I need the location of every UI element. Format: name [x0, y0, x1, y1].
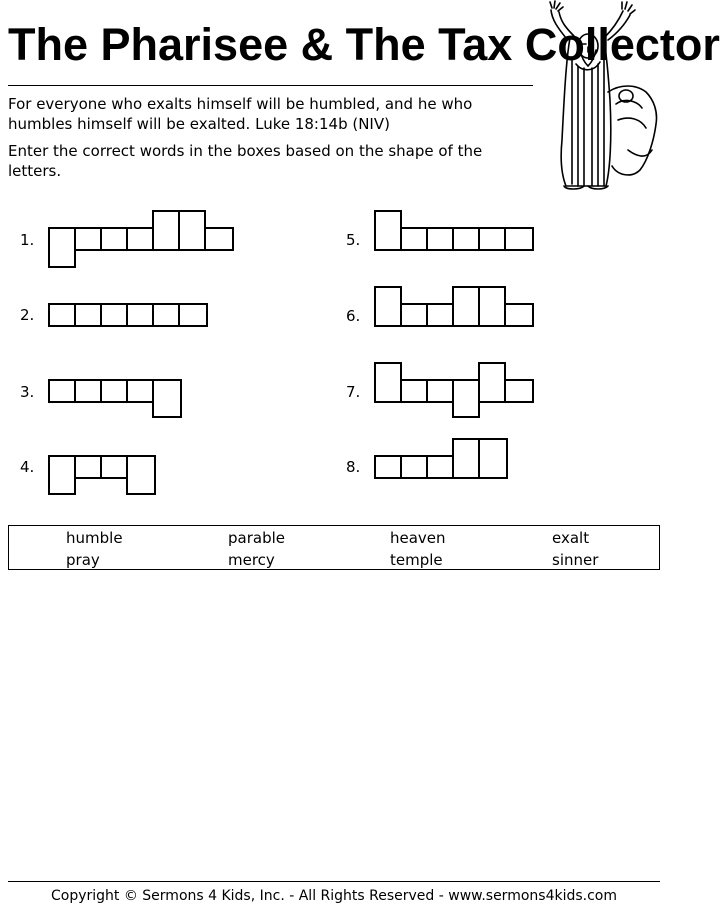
- copyright-footer: Copyright © Sermons 4 Kids, Inc. - All Rights Reserved - www.sermons4kids.com: [50, 888, 617, 904]
- letter-box[interactable]: [478, 286, 506, 327]
- letter-box[interactable]: [100, 227, 128, 251]
- letter-box[interactable]: [126, 379, 154, 403]
- page-title: The Pharisee & The Tax Collector: [8, 19, 720, 70]
- puzzle-number: 8.: [346, 458, 361, 476]
- letter-box[interactable]: [452, 286, 480, 327]
- letter-box[interactable]: [100, 455, 128, 479]
- letter-box[interactable]: [126, 227, 154, 251]
- letter-box[interactable]: [152, 210, 180, 251]
- letter-box[interactable]: [478, 227, 506, 251]
- letter-box[interactable]: [100, 379, 128, 403]
- letter-box[interactable]: [74, 379, 102, 403]
- letter-box[interactable]: [478, 362, 506, 403]
- letter-box[interactable]: [504, 379, 534, 403]
- letter-box[interactable]: [426, 227, 454, 251]
- letter-box[interactable]: [152, 303, 180, 327]
- letter-box[interactable]: [48, 303, 76, 327]
- title-divider: [8, 85, 533, 86]
- letter-box[interactable]: [452, 438, 480, 479]
- letter-box[interactable]: [400, 227, 428, 251]
- puzzle-number: 2.: [20, 306, 35, 324]
- puzzle-number: 5.: [346, 231, 361, 249]
- letter-box[interactable]: [400, 379, 428, 403]
- letter-box[interactable]: [100, 303, 128, 327]
- letter-box[interactable]: [426, 303, 454, 327]
- footer-divider: [8, 881, 660, 882]
- puzzle-number: 1.: [20, 231, 35, 249]
- word-bank-item: sinner: [552, 551, 599, 569]
- letter-box[interactable]: [152, 379, 182, 418]
- word-bank-item: mercy: [228, 551, 275, 569]
- puzzle-number: 4.: [20, 458, 35, 476]
- word-bank: [8, 525, 660, 570]
- letter-box[interactable]: [48, 455, 76, 495]
- letter-box[interactable]: [374, 210, 402, 251]
- letter-box[interactable]: [452, 379, 480, 418]
- puzzle-number: 6.: [346, 307, 361, 325]
- letter-box[interactable]: [374, 455, 402, 479]
- letter-box[interactable]: [126, 303, 154, 327]
- bible-verse: For everyone who exalts himself will be humbled, and he who humbles himself will be exalted. Luke 18:14b (NIV): [8, 95, 473, 133]
- instructions: Enter the correct words in the boxes based on the shape of the letters.: [8, 142, 483, 180]
- letter-box[interactable]: [48, 227, 76, 268]
- word-bank-item: pray: [66, 551, 100, 569]
- letter-box[interactable]: [74, 303, 102, 327]
- letter-box[interactable]: [478, 438, 508, 479]
- praying-man-icon: [536, 0, 664, 194]
- letter-box[interactable]: [426, 379, 454, 403]
- letter-box[interactable]: [400, 303, 428, 327]
- word-bank-item: temple: [390, 551, 443, 569]
- letter-box[interactable]: [374, 286, 402, 327]
- word-bank-item: parable: [228, 529, 285, 547]
- letter-box[interactable]: [74, 455, 102, 479]
- letter-box[interactable]: [48, 379, 76, 403]
- letter-box[interactable]: [400, 455, 428, 479]
- letter-box[interactable]: [74, 227, 102, 251]
- word-bank-item: heaven: [390, 529, 446, 547]
- letter-box[interactable]: [504, 227, 534, 251]
- letter-box[interactable]: [504, 303, 534, 327]
- word-bank-item: exalt: [552, 529, 590, 547]
- letter-box[interactable]: [452, 227, 480, 251]
- puzzle-number: 3.: [20, 383, 35, 401]
- letter-box[interactable]: [426, 455, 454, 479]
- word-bank-item: humble: [66, 529, 123, 547]
- letter-box[interactable]: [178, 210, 206, 251]
- puzzle-number: 7.: [346, 383, 361, 401]
- letter-box[interactable]: [126, 455, 156, 495]
- letter-box[interactable]: [178, 303, 208, 327]
- letter-box[interactable]: [204, 227, 234, 251]
- letter-box[interactable]: [374, 362, 402, 403]
